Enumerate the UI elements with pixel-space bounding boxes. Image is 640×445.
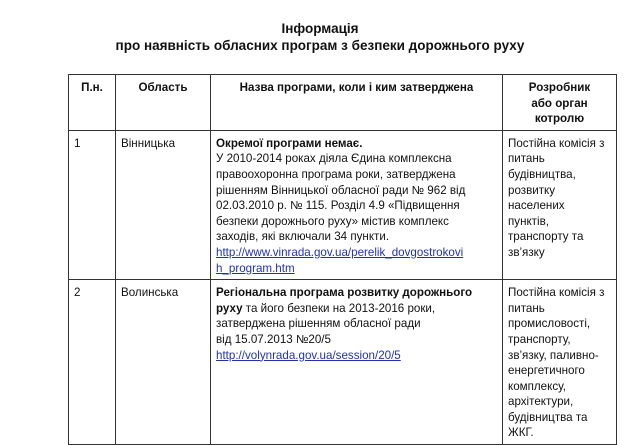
program-title: Регіональна програма розвитку дорожнього xyxy=(216,286,473,300)
programs-table xyxy=(68,74,617,445)
developer-line: енергетичного xyxy=(508,364,585,378)
row-developer xyxy=(503,130,617,279)
developer-line: Постійна комісія з xyxy=(508,136,605,150)
developer-line: пунктів, xyxy=(508,214,549,228)
document-subtitle: про наявність обласних програм з безпеки дорожнього руху xyxy=(115,38,525,53)
program-line: 02.03.2010 р. № 115. Розділ 4.9 «Підвищення xyxy=(216,199,460,213)
row-program xyxy=(211,130,503,279)
row-region: Волинська xyxy=(116,280,211,445)
program-title: Окремої програми немає. xyxy=(216,136,363,150)
document-title: Інформація xyxy=(281,21,359,36)
row-number: 1 xyxy=(69,130,116,279)
developer-line: промисловості, xyxy=(508,317,591,331)
row-program xyxy=(211,280,503,445)
header-number: П.н. xyxy=(69,75,116,131)
header-line: або орган xyxy=(531,96,588,110)
program-line: заходів, які включали 34 пункти. xyxy=(216,230,390,244)
developer-line: зв’язку, паливно- xyxy=(508,348,599,362)
header-program: Назва програми, коли і ким затверджена xyxy=(211,75,503,131)
program-link[interactable]: http://www.vinrada.gov.ua/perelik_dovgostrokovi xyxy=(216,245,464,259)
developer-line: комплексу, xyxy=(508,379,566,393)
program-line: безпеки дорожнього руху» містив комплекс xyxy=(216,214,449,228)
developer-line: транспорту та xyxy=(508,230,584,244)
developer-line: населених xyxy=(508,199,565,213)
program-line: затверджена рішенням обласної ради xyxy=(216,317,421,331)
program-line: від 15.07.2013 №20/5 xyxy=(216,332,331,346)
developer-line: зв’язку xyxy=(508,245,545,259)
program-title-end: руху xyxy=(216,301,243,315)
developer-line: Постійна комісія з xyxy=(508,286,605,300)
table-row xyxy=(69,130,617,279)
header-line: Розробник xyxy=(528,81,591,94)
developer-line: будівництва, xyxy=(508,167,576,181)
program-line: рішенням Вінницької обласної ради № 962 від xyxy=(216,183,466,197)
developer-line: розвитку xyxy=(508,183,556,197)
table-header-row xyxy=(69,75,617,131)
row-region: Вінницька xyxy=(116,130,211,279)
program-line: У 2010-2014 роках діяла Єдина комплексна xyxy=(216,152,452,166)
table-row xyxy=(69,280,617,445)
program-line: правоохоронна програма роки, затверджена xyxy=(216,167,456,181)
program-link[interactable]: h_program.htm xyxy=(216,261,295,275)
developer-line: питань xyxy=(508,301,545,315)
developer-line: питань xyxy=(508,152,545,166)
developer-line: архітектури, xyxy=(508,395,574,409)
header-developer xyxy=(503,75,617,131)
row-developer xyxy=(503,280,617,445)
row-number: 2 xyxy=(69,280,116,445)
program-line: та його безпеки на 2013-2016 роки, xyxy=(242,301,436,315)
header-line: котролю xyxy=(534,112,585,126)
program-link[interactable]: http://volynrada.gov.ua/session/20/5 xyxy=(216,348,401,362)
developer-line: ЖКГ. xyxy=(508,426,534,440)
developer-line: будівництва та xyxy=(508,410,588,424)
header-region: Область xyxy=(116,75,211,131)
developer-line: транспорту, xyxy=(508,332,571,346)
